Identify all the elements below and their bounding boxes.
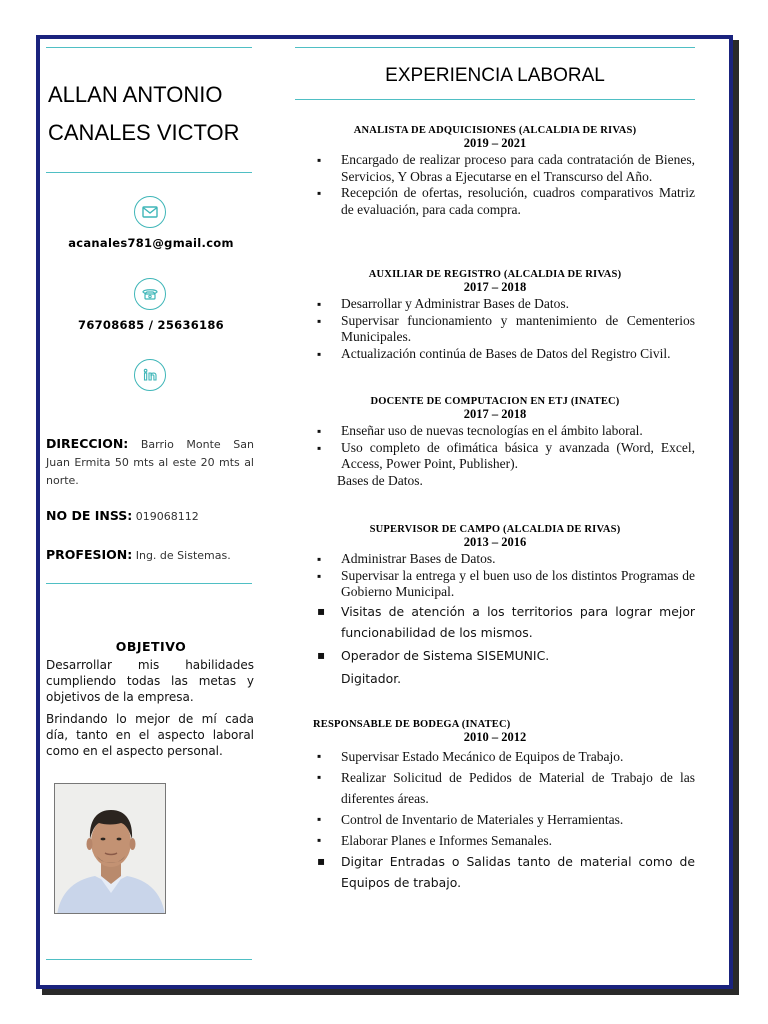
job-title: SUPERVISOR DE CAMPO (ALCALDIA DE RIVAS) [369,524,621,535]
divider-top-left [46,47,252,48]
job-entry [295,719,695,893]
resume-page [36,35,733,989]
job-years: 2010 – 2012 [463,730,527,744]
job-title: ANALISTA DE ADQUICISIONES (ALCALDIA DE RIVAS) [353,125,637,136]
list-item: ▪ Realizar Solicitud de Pedidos de Material de Trabajo de las diferentes áreas. [295,767,695,809]
job-years: 2019 – 2021 [463,136,527,150]
job-duties [295,423,695,489]
profession-value: Ing. de Sistemas. [135,549,231,562]
list-item: ▪ Supervisar funcionamiento y mantenimiento de Cementerios Municipales. [295,313,695,346]
job-duties [295,152,695,218]
objective-title: OBJETIVO [115,639,187,654]
right-column [295,39,695,985]
objective-paragraph-2: Brindando lo mejor de mí cada día, tanto en el aspecto laboral como en el aspecto personal. [46,712,254,758]
job-duties [295,296,695,362]
job-entry [295,125,695,218]
email-text[interactable]: acanales781@gmail.com [68,236,234,250]
address-block [46,435,254,490]
experience-title: EXPERIENCIA LABORAL [385,65,605,86]
list-item: ▪ Recepción de ofertas, resolución, cuadros comparativos Matriz de evaluación, para cada compra. [295,185,695,218]
list-item: Bases de Datos. [337,472,423,488]
full-name [48,76,258,152]
list-item: ▪ Supervisar la entrega y el buen uso de los distintos Programas de Gobierno Municipal. [295,568,695,601]
email-icon [134,196,166,228]
job-duties [295,746,695,893]
name-line-2: CANALES VICTOR [48,120,240,145]
inss-label: NO DE INSS: [46,508,133,523]
inss-value: 019068112 [135,510,199,523]
address-value: Barrio Monte San Juan Ermita 50 mts al este 20 mts al norte. [46,438,254,487]
divider-experience [295,99,695,100]
list-item: ▪ Encargado de realizar proceso para cada contratación de Bienes, Servicios, Y Obras a Ejecutarse en el Transcurso del Año. [295,152,695,185]
left-column [40,39,262,985]
job-duties [295,551,695,689]
job-entry [295,269,695,362]
profession-block [46,546,254,565]
job-title: DOCENTE DE COMPUTACION EN ETJ (INATEC) [370,396,620,407]
list-item: ▪ Uso completo de ofimática básica y avanzada (Word, Excel, Access, Power Point, Publisher). [295,440,695,473]
inss-block [46,507,254,526]
objective-paragraph-1: Desarrollar mis habilidades cumpliendo todas las metas y objetivos de la empresa. [46,658,254,704]
list-item: ▪ Desarrollar y Administrar Bases de Datos. [295,296,695,313]
job-years: 2017 – 2018 [463,280,527,294]
job-title: RESPONSABLE DE BODEGA (INATEC) [313,719,511,730]
address-label: DIRECCION: [46,436,129,451]
job-entry [295,524,695,689]
list-item: ▪ Visitas de atención a los territorios para lograr mejor funcionabilidad de los mismos. [295,601,695,643]
profile-photo [54,783,166,914]
phone-text: 76708685 / 25636186 [78,318,224,332]
divider-bottom-left [46,959,252,960]
list-item: ▪ Actualización continúa de Bases de Datos del Registro Civil. [295,346,695,363]
linkedin-icon[interactable] [134,359,166,391]
list-item: ▪ Supervisar Estado Mecánico de Equipos de Trabajo. [295,746,695,767]
phone-icon [134,278,166,310]
job-title: AUXILIAR DE REGISTRO (ALCALDIA DE RIVAS) [368,269,622,280]
divider-info [46,583,252,584]
divider-name [46,172,252,173]
job-years: 2017 – 2018 [463,407,527,421]
name-line-1: ALLAN ANTONIO [48,82,223,107]
list-item: ▪ Elaborar Planes e Informes Semanales. [295,830,695,851]
list-item: ▪ Enseñar uso de nuevas tecnologías en el ámbito laboral. [295,423,695,440]
job-entry [295,396,695,489]
job-years: 2013 – 2016 [463,535,527,549]
list-item: ▪ Operador de Sistema SISEMUNIC. [295,645,695,666]
list-item: Digitador. [341,670,402,686]
profession-label: PROFESION: [46,547,133,562]
divider-top-right [295,47,695,48]
list-item: ▪ Digitar Entradas o Salidas tanto de material como de Equipos de trabajo. [295,851,695,893]
list-item: ▪ Control de Inventario de Materiales y Herramientas. [295,809,695,830]
list-item: ▪ Administrar Bases de Datos. [295,551,695,568]
